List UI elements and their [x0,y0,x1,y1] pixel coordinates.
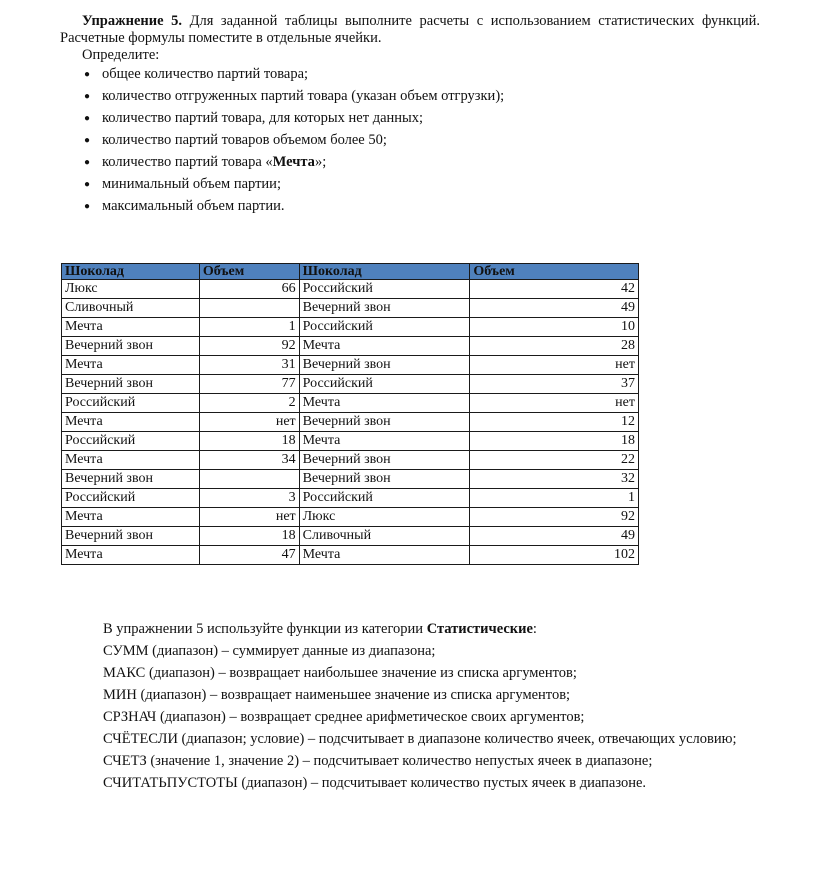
cell-volume: 31 [199,356,299,375]
cell-volume: 18 [199,432,299,451]
cell-volume: нет [199,413,299,432]
table-row [62,432,639,451]
table-body [62,280,639,565]
cell-volume: 47 [199,546,299,565]
cell-volume: 22 [470,451,639,470]
table-row [62,489,639,508]
exercise-statement [60,13,760,47]
cell-chocolate: Вечерний звон [62,527,200,546]
cell-chocolate: Мечта [299,337,470,356]
task-item-text: количество партий товара « [102,154,273,170]
cell-chocolate: Мечта [299,394,470,413]
function-description: СРЗНАЧ (диапазон) – возвращает среднее арифметическое своих аргументов; [103,709,585,725]
cell-chocolate: Российский [299,375,470,394]
cell-chocolate: Мечта [299,432,470,451]
table-row [62,451,639,470]
cell-volume: 92 [199,337,299,356]
cell-chocolate: Мечта [62,413,200,432]
cell-chocolate: Сливочный [299,527,470,546]
task-item-text: »; [314,154,327,170]
cell-chocolate: Вечерний звон [299,356,470,375]
cell-volume: 10 [470,318,639,337]
function-description: МАКС (диапазон) – возвращает наибольшее значение из списка аргументов; [103,665,577,681]
function-description: СУММ (диапазон) – суммирует данные из диапазона; [103,643,436,659]
exercise-task: Для заданной таблицы выполните расчеты с использованием статистических функций. Расчетные формулы поместите в отдельные ячейки. [60,13,761,46]
exercise-lead: Определите: [82,47,160,63]
cell-volume: 12 [470,413,639,432]
table-row [62,337,639,356]
task-item: ● общее количество партий товара; [84,66,760,83]
cell-chocolate: Российский [299,318,470,337]
task-item: ● количество отгруженных партий товара (указан объем отгрузки); [84,88,760,105]
cell-volume: 18 [199,527,299,546]
task-item: ● количество партий товаров объемом более 50; [84,132,760,149]
cell-chocolate: Мечта [62,508,200,527]
task-item: ● количество партий товара, для которых нет данных; [84,110,760,127]
cell-chocolate: Российский [62,394,200,413]
cell-volume: 49 [470,299,639,318]
exercise-title: Упражнение 5. [82,13,183,29]
functions-intro-end: : [532,621,537,637]
cell-chocolate: Российский [62,432,200,451]
cell-volume [199,299,299,318]
cell-chocolate: Вечерний звон [62,337,200,356]
cell-chocolate: Мечта [62,546,200,565]
function-description: СЧИТАТЬПУСТОТЫ (диапазон) – подсчитывает количество пустых ячеек в диапазоне. [103,775,647,791]
cell-volume: 1 [199,318,299,337]
task-list [60,66,760,215]
cell-volume: 18 [470,432,639,451]
table-row [62,375,639,394]
header-volume: Объем [470,264,639,280]
cell-volume: 3 [199,489,299,508]
table-row [62,470,639,489]
cell-volume: 77 [199,375,299,394]
cell-volume: 49 [470,527,639,546]
cell-volume: 66 [199,280,299,299]
cell-chocolate: Вечерний звон [299,299,470,318]
functions-category: Статистические [426,621,533,637]
cell-chocolate: Российский [62,489,200,508]
functions-intro [60,620,763,638]
cell-chocolate: Мечта [299,546,470,565]
table-row [62,394,639,413]
cell-volume: 28 [470,337,639,356]
cell-volume: 42 [470,280,639,299]
chocolate-table [61,263,639,565]
task-item: ● минимальный объем партии; [84,176,760,193]
task-item-bold: Мечта [272,154,315,170]
task-item: ● максимальный объем партии. [84,198,760,215]
cell-chocolate: Вечерний звон [62,470,200,489]
cell-volume: нет [470,356,639,375]
table-row [62,318,639,337]
cell-chocolate: Мечта [62,318,200,337]
cell-chocolate: Сливочный [62,299,200,318]
cell-volume: 34 [199,451,299,470]
header-chocolate: Шоколад [62,264,200,280]
cell-chocolate: Люкс [62,280,200,299]
header-chocolate: Шоколад [299,264,470,280]
cell-chocolate: Люкс [299,508,470,527]
cell-chocolate: Российский [299,280,470,299]
cell-chocolate: Мечта [62,356,200,375]
function-description: СЧЕТЗ (значение 1, значение 2) – подсчитывает количество непустых ячеек в диапазоне; [103,753,653,769]
cell-volume: нет [199,508,299,527]
function-description: МИН (диапазон) – возвращает наименьшее значение из списка аргументов; [103,687,571,703]
functions-block [60,620,763,796]
cell-volume: нет [470,394,639,413]
cell-chocolate: Российский [299,489,470,508]
table-row [62,546,639,565]
cell-chocolate: Мечта [62,451,200,470]
cell-volume: 102 [470,546,639,565]
table-row [62,527,639,546]
table-row [62,299,639,318]
cell-volume: 1 [470,489,639,508]
cell-chocolate: Вечерний звон [299,451,470,470]
cell-volume: 92 [470,508,639,527]
header-volume: Объем [199,264,299,280]
function-description: СЧЁТЕСЛИ (диапазон; условие) – подсчитывает в диапазоне количество ячеек, отвечающих условию; [103,731,737,747]
table-row [62,508,639,527]
table-header-row [62,264,639,280]
table-row [62,280,639,299]
cell-chocolate: Вечерний звон [299,470,470,489]
cell-chocolate: Вечерний звон [62,375,200,394]
exercise-block [60,13,760,220]
task-item [84,154,760,171]
cell-volume: 37 [470,375,639,394]
cell-chocolate: Вечерний звон [299,413,470,432]
table-row [62,413,639,432]
table-row [62,356,639,375]
cell-volume: 32 [470,470,639,489]
functions-intro-text: В упражнении 5 используйте функции из категории [103,621,427,637]
cell-volume: 2 [199,394,299,413]
cell-volume [199,470,299,489]
